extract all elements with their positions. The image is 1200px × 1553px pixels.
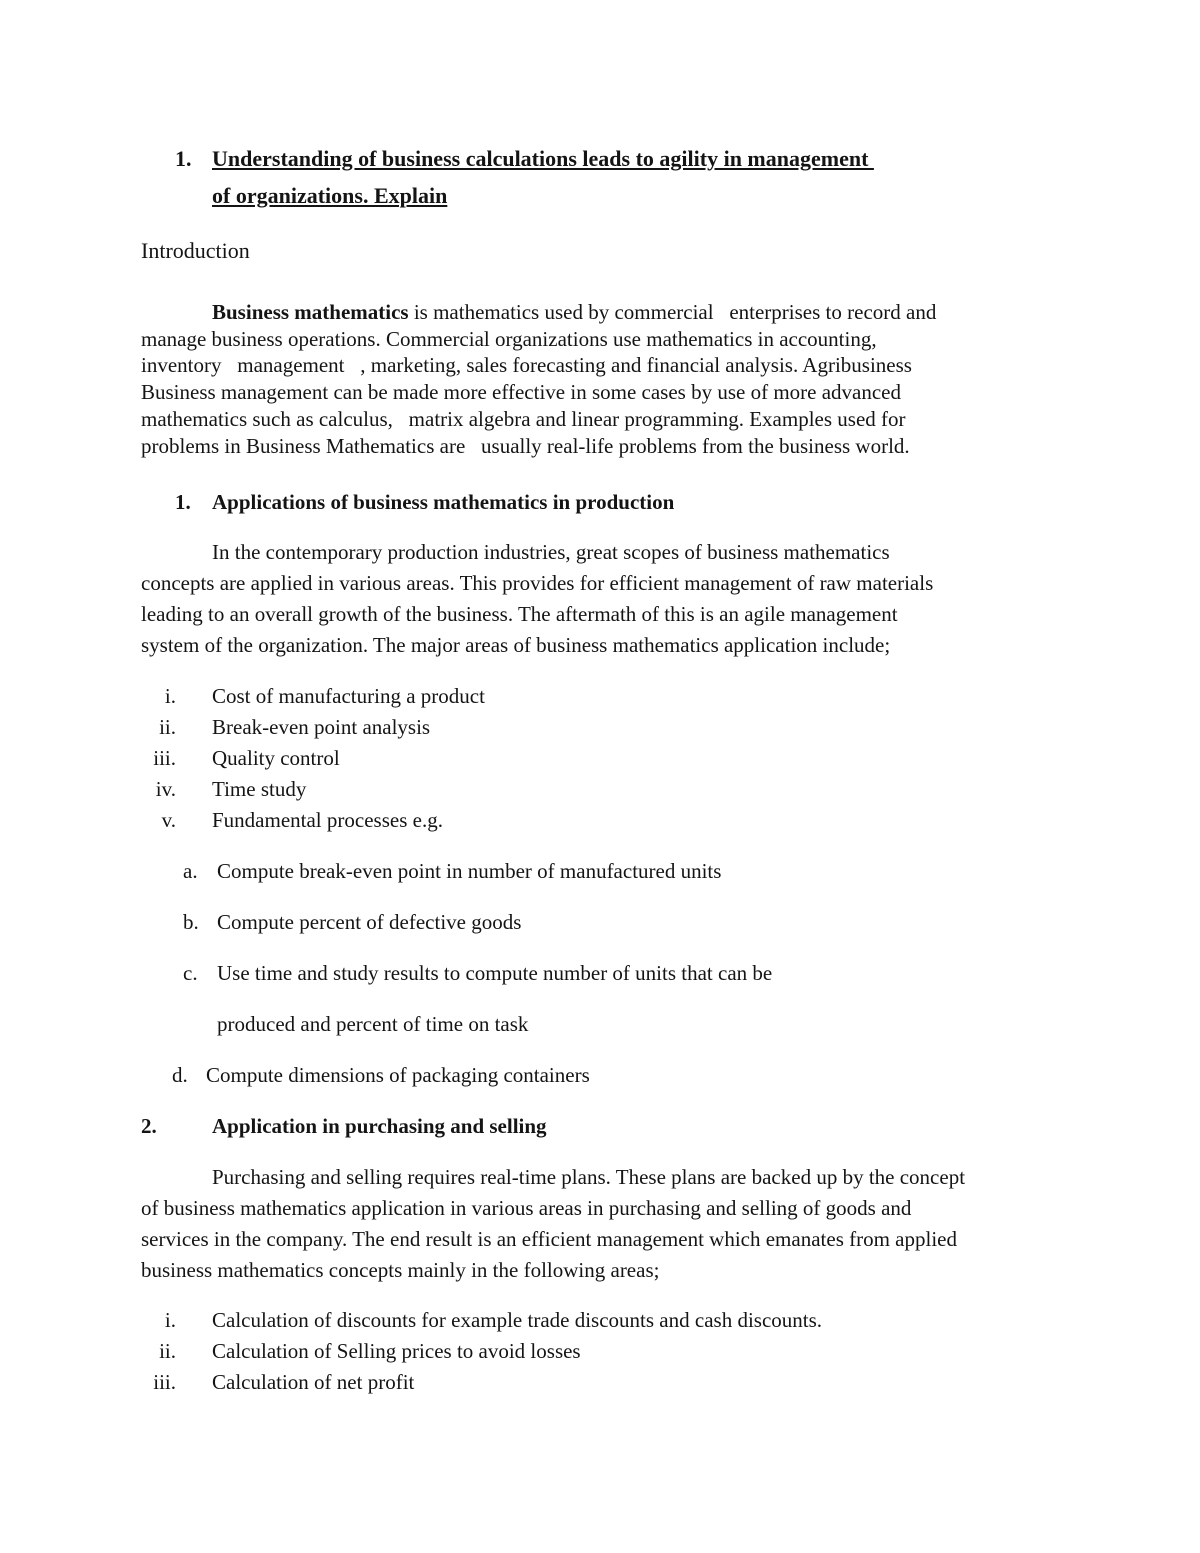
intro-bold-term: Business mathematics: [212, 300, 409, 324]
list-marker: b.: [183, 910, 199, 934]
intro-line-2: manage business operations. Commercial organizations use mathematics in accounting,: [141, 327, 877, 351]
list-item: Break-even point analysis: [212, 715, 431, 739]
list-item: Compute break-even point in number of manufactured units: [217, 859, 722, 883]
section-1-heading: Applications of business mathematics in production: [212, 490, 675, 514]
list-marker: iv.: [155, 777, 176, 801]
section-2-para-line-3: services in the company. The end result is an efficient management which emanates from applied: [141, 1227, 957, 1251]
list-item-continuation: produced and percent of time on task: [217, 1012, 529, 1036]
question-title-line-1: Understanding of business calculations leads to agility in management: [212, 146, 874, 171]
list-item: Quality control: [212, 746, 340, 770]
list-item: Time study: [212, 777, 307, 801]
list-item: Calculation of Selling prices to avoid losses: [212, 1339, 581, 1363]
list-item: Calculation of net profit: [212, 1370, 415, 1394]
list-item: Fundamental processes e.g.: [212, 808, 443, 832]
section-1-para-line-3: leading to an overall growth of the business. The aftermath of this is an agile management: [141, 602, 898, 626]
question-title-line-2: of organizations. Explain: [212, 183, 448, 208]
list-marker: ii.: [159, 1339, 176, 1363]
intro-line-4: Business management can be made more effective in some cases by use of more advanced: [141, 380, 901, 404]
intro-line-6: problems in Business Mathematics are usually real-life problems from the business world.: [141, 434, 910, 458]
intro-line-1: [212, 299, 936, 325]
section-2-para-line-1: Purchasing and selling requires real-time plans. These plans are backed up by the concept: [212, 1165, 966, 1189]
intro-line-5: mathematics such as calculus, matrix algebra and linear programming. Examples used for: [141, 407, 906, 431]
list-item: Use time and study results to compute number of units that can be: [217, 961, 773, 985]
list-item: Calculation of discounts for example trade discounts and cash discounts.: [212, 1308, 823, 1332]
introduction-heading: Introduction: [141, 238, 250, 263]
list-marker: iii.: [153, 1370, 176, 1394]
list-item: Cost of manufacturing a product: [212, 684, 485, 708]
section-1-para-line-2: concepts are applied in various areas. This provides for efficient management of raw materials: [141, 571, 934, 595]
intro-line-1-text: is mathematics used by commercial enterprises to record and: [408, 300, 937, 324]
list-marker: v.: [161, 808, 176, 832]
list-item: Compute dimensions of packaging containers: [206, 1063, 590, 1087]
section-2-heading: Application in purchasing and selling: [212, 1114, 547, 1138]
list-marker: d.: [172, 1063, 188, 1087]
question-number: 1.: [175, 146, 192, 171]
list-marker: iii.: [153, 746, 176, 770]
section-2-number: 2.: [141, 1114, 157, 1138]
list-marker: ii.: [159, 715, 176, 739]
list-item: Compute percent of defective goods: [217, 910, 522, 934]
section-1-number: 1.: [175, 490, 191, 514]
list-marker: i.: [164, 1308, 176, 1332]
section-2-para-line-4: business mathematics concepts mainly in the following areas;: [141, 1258, 660, 1282]
list-marker: a.: [183, 859, 198, 883]
section-1-para-line-1: In the contemporary production industries, great scopes of business mathematics: [212, 540, 890, 564]
section-1-para-line-4: system of the organization. The major areas of business mathematics application include;: [141, 633, 891, 657]
intro-line-3: inventory management , marketing, sales forecasting and financial analysis. Agribusiness: [141, 353, 912, 377]
list-marker: i.: [164, 684, 176, 708]
list-marker: c.: [183, 961, 198, 985]
section-2-para-line-2: of business mathematics application in various areas in purchasing and selling of goods and: [141, 1196, 912, 1220]
